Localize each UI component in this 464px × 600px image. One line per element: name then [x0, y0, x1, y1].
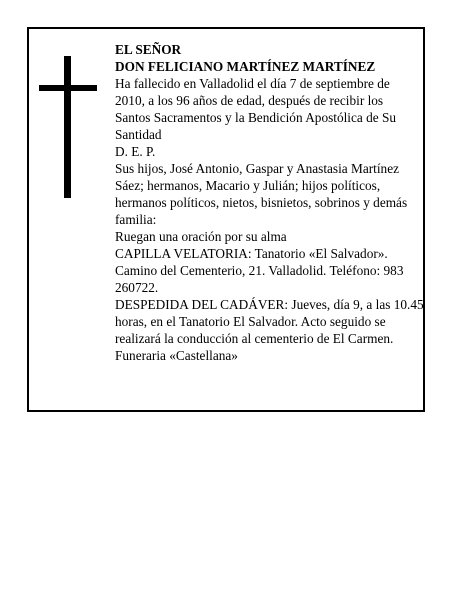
cross-icon: [39, 56, 97, 198]
prayer-request: Ruegan una oración por su alma: [115, 229, 287, 244]
chapel-info: CAPILLA VELATORIA: Tanatorio «El Salvador». Camino del Cementerio, 21. Valladolid. Teléfono: 983 260722.: [115, 246, 404, 295]
death-announcement: Ha fallecido en Valladolid el día 7 de septiembre de 2010, a los 96 años de edad, después de recibir los Santos Sacramentos y la Bendición Apostólica de Su Santidad: [115, 76, 397, 142]
rip-text: D. E. P.: [115, 144, 156, 159]
farewell-info: DESPEDIDA DEL CADÁVER: Jueves, día 9, a las 10.45 horas, en el Tanatorio El Salvador. Acto seguido se realizará la conducción al cementerio de El Carmen.: [115, 297, 424, 346]
funeral-home: Funeraria «Castellana»: [115, 348, 238, 363]
notice-title: EL SEÑOR: [115, 42, 182, 57]
obituary-notice: [27, 27, 425, 412]
deceased-name: DON FELICIANO MARTÍNEZ MARTÍNEZ: [115, 59, 376, 74]
notice-text: [115, 41, 424, 364]
family-list: Sus hijos, José Antonio, Gaspar y Anastasia Martínez Sáez; hermanos, Macario y Julián; hijos políticos, hermanos políticos, nietos, bisnietos, sobrinos y demás familia:: [115, 161, 408, 227]
